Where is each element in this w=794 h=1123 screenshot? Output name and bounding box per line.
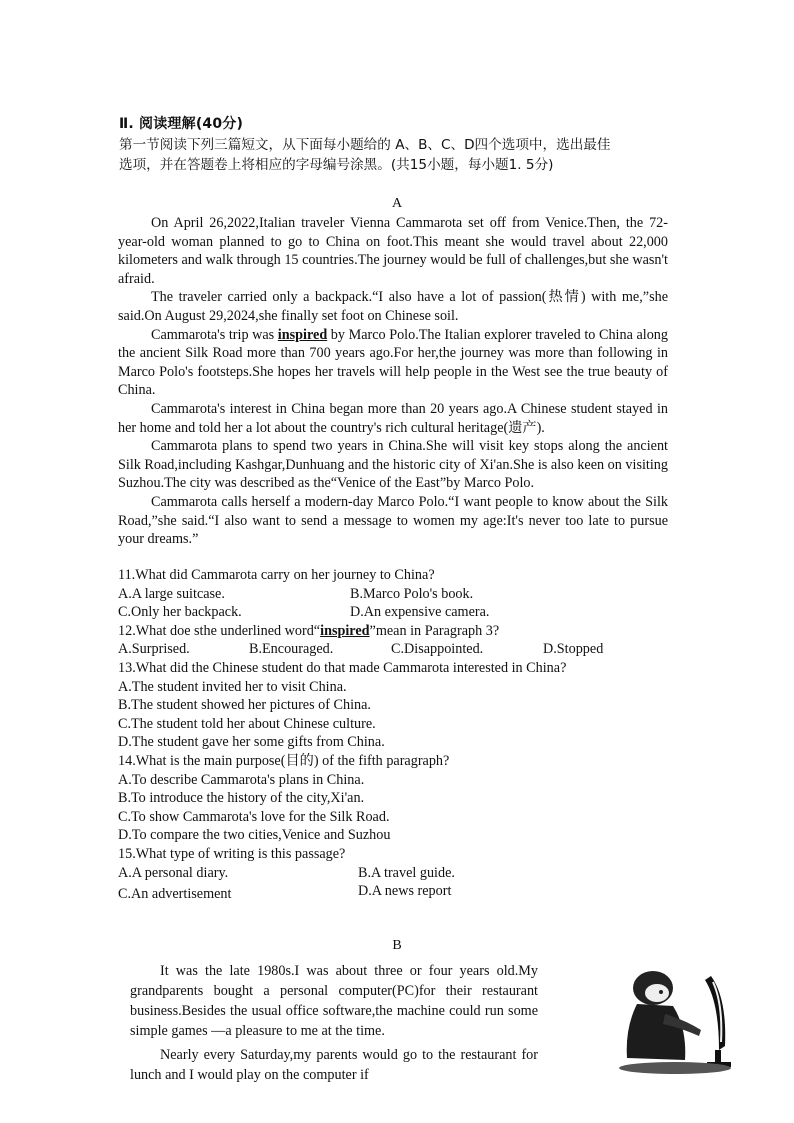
option-b[interactable]: B.The student showed her pictures of China. [118,697,371,714]
option-a[interactable]: A.A large suitcase. [118,585,225,602]
option-d[interactable]: D.An expensive camera. [350,604,490,621]
stand-shape [715,1050,721,1062]
option-a[interactable]: A.The student invited her to visit China. [118,678,347,695]
underlined-word: inspired [277,326,328,343]
paragraph-3 [118,326,668,400]
paragraph-6: Cammarota calls herself a modern-day Marco Polo.“I want people to know about the Silk Road,”she said.“I also want to send a message to women my age:It's never too late to pursue your dreams.” [118,493,668,548]
option-d[interactable]: D.Stopped [543,641,604,658]
text: by Marco Polo.The Italian explorer traveled to China along the ancient Silk Road more than 700 years ago.For her,the journey was more than following in Marco Polo's footsteps.She hopes her travels will help people in the West see the true beauty of China. [118,326,668,399]
question-stem [118,622,678,641]
face-shape [645,984,669,1002]
option-c[interactable]: C.An advertisement [118,886,232,903]
passage-a-label: A [391,196,403,211]
paragraph-4: Cammarota's interest in China began more than 20 years ago.A Chinese student stayed in her home and told her a lot about the country's rich cultural heritage(遗产). [118,400,668,436]
passage-a [118,214,668,549]
option-a[interactable]: A.Surprised. [118,641,190,658]
option-c[interactable]: C.To show Cammarota's love for the Silk Road. [118,808,390,825]
option-b[interactable]: B.Marco Polo's book. [350,585,474,602]
underlined-word: inspired [320,622,370,639]
paragraph-2: The traveler carried only a backpack.“I also have a lot of passion(热情) with me,”she said.On August 29,2024,she finally set foot on Chinese soil. [118,289,668,324]
option-b[interactable]: B.Encouraged. [249,641,334,658]
option-c[interactable]: C.Only her backpack. [118,604,242,621]
option-row [118,585,678,604]
option-a[interactable]: A.A personal diary. [118,864,229,881]
option-b[interactable]: B.A travel guide. [358,864,455,881]
eye-shape [659,990,663,994]
option-d[interactable]: D.To compare the two cities,Venice and Suzhou [118,827,391,844]
text: 12.What doe sthe underlined word“ [118,622,321,639]
option-d[interactable]: D.The student gave her some gifts from China. [118,734,385,751]
shadow-shape [619,1062,731,1074]
paragraph-1: On April 26,2022,Italian traveler Vienna Cammarota set off from Venice.Then, the 72-year-old woman planned to go to China on foot.This meant she would travel about 22,000 kilometers and walk through 15 countries.The journey would be full of challenges,but she wasn't afraid. [118,215,668,287]
section-title: Ⅱ. 阅读理解(40分) [119,116,244,132]
paragraph-2: Nearly every Saturday,my parents would go to the restaurant for lunch and I would play on the computer if [130,1047,538,1083]
question-stem: 11.What did Cammarota carry on her journey to China? [118,567,435,583]
paragraph-5: Cammarota plans to spend two years in China.She will visit key stops along the ancient Silk Road,including Kashgar,Dunhuang and the historic city of Xi'an.She is also keen on visiting Suzhou.The city was described as the“Venice of the East”by Marco Polo. [118,438,668,492]
text: Cammarota's trip was [151,326,278,343]
child-at-computer-illustration [615,968,745,1076]
instructions: 第一节阅读下列三篇短文，从下面每小题给的 A、B、C、D四个选项中，选出最佳 选项，并在答题卷上将相应的字母编号涂黑。(共15小题，每小题1. 5分) [119,137,611,173]
questions [118,566,678,904]
question-stem: 14.What is the main purpose(目的) of the fifth paragraph? [118,752,450,769]
option-row [118,885,678,904]
passage-b [130,961,538,1089]
option-b[interactable]: B.To introduce the history of the city,Xi'an. [118,790,365,807]
option-row [118,864,678,883]
option-row [118,603,678,622]
text: ”mean in Paragraph 3? [369,622,500,639]
option-row [118,640,678,659]
paragraph-1: It was the late 1980s.I was about three or four years old.My grandparents bought a personal computer(PC)for their restaurant business.Besides the usual office software,the machine could run some simple games —a pleasure to me at the time. [130,963,538,1039]
passage-b-label: B [392,938,402,953]
question-stem: 13.What did the Chinese student do that made Cammarota interested in China? [118,659,567,676]
option-c[interactable]: C.Disappointed. [391,641,484,658]
question-stem: 15.What type of writing is this passage? [118,845,346,862]
body-shape [627,1004,686,1060]
option-c[interactable]: C.The student told her about Chinese culture. [118,715,376,732]
option-d[interactable]: D.A news report [358,883,452,900]
option-a[interactable]: A.To describe Cammarota's plans in China. [118,771,365,788]
